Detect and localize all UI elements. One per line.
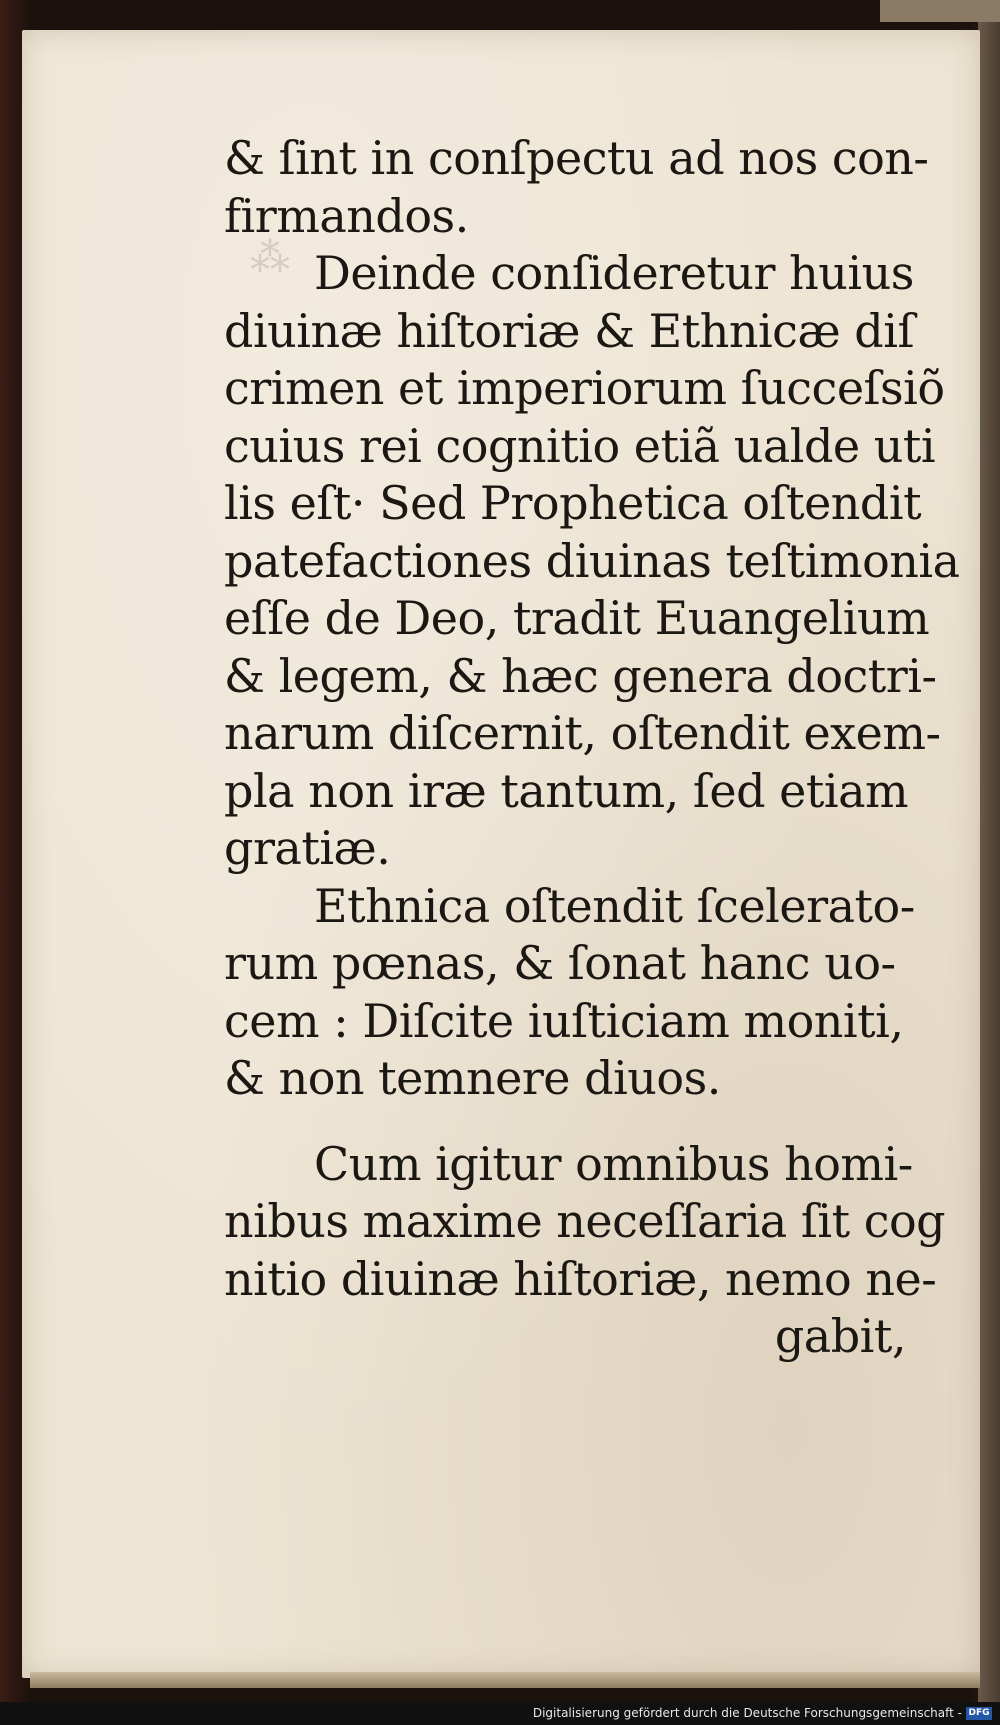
text-line: rum pœnas, & ſonat hanc uo- <box>224 936 896 990</box>
catchword: gabit, <box>774 1309 906 1363</box>
dfg-logo: DFG <box>966 1707 992 1720</box>
funding-notice: Digitalisierung gefördert durch die Deutsche Forschungsgemeinschaft - <box>532 1706 962 1720</box>
text-line: eſſe de Deo, tradit Euangelium <box>224 591 930 645</box>
text-line: narum diſcernit, oſtendit exem- <box>224 706 941 760</box>
paragraph-start-line: Deinde conſideretur huius <box>314 246 914 300</box>
text-line: pla non iræ tantum, ſed etiam <box>224 763 909 818</box>
text-line: cuius rei cognitio etiã ualde uti <box>224 418 936 473</box>
paragraph-start-line: Cum igitur omnibus homi- <box>314 1136 913 1191</box>
text-line: gratiæ. <box>224 821 391 875</box>
text-line: diuinæ hiſtoriæ & Ethnicæ diſ <box>224 303 914 358</box>
text-line: & ſint in conſpectu ad nos con- <box>224 131 929 185</box>
text-line: nitio diuinæ hiſtoriæ, nemo ne- <box>224 1251 937 1306</box>
bleed-through-text: ⁂ <box>250 235 290 281</box>
text-line: firmandos. <box>224 188 469 243</box>
book-edge <box>978 0 1000 1725</box>
page-bottom-edge <box>30 1672 980 1688</box>
text-line: & non temnere diuos. <box>224 1051 721 1105</box>
digitization-footer <box>0 1702 1000 1725</box>
text-line: crimen et imperiorum ſucceſsiõ <box>224 361 945 415</box>
text-line: & legem, & hæc genera doctri- <box>224 648 937 703</box>
page-text <box>224 130 960 1366</box>
text-line: nibus maxime neceſſaria ſit cog <box>224 1194 946 1248</box>
paragraph-gap <box>224 1108 914 1136</box>
text-line: cem : Diſcite iuſticiam moniti, <box>224 993 904 1048</box>
paragraph-start-line: Ethnica oſtendit ſcelerato- <box>314 878 915 933</box>
book-edge-top <box>880 0 1000 22</box>
text-line: lis eſt· Sed Prophetica oſtendit <box>224 476 922 530</box>
text-line: patefactiones diuinas teſtimonia <box>224 533 960 588</box>
